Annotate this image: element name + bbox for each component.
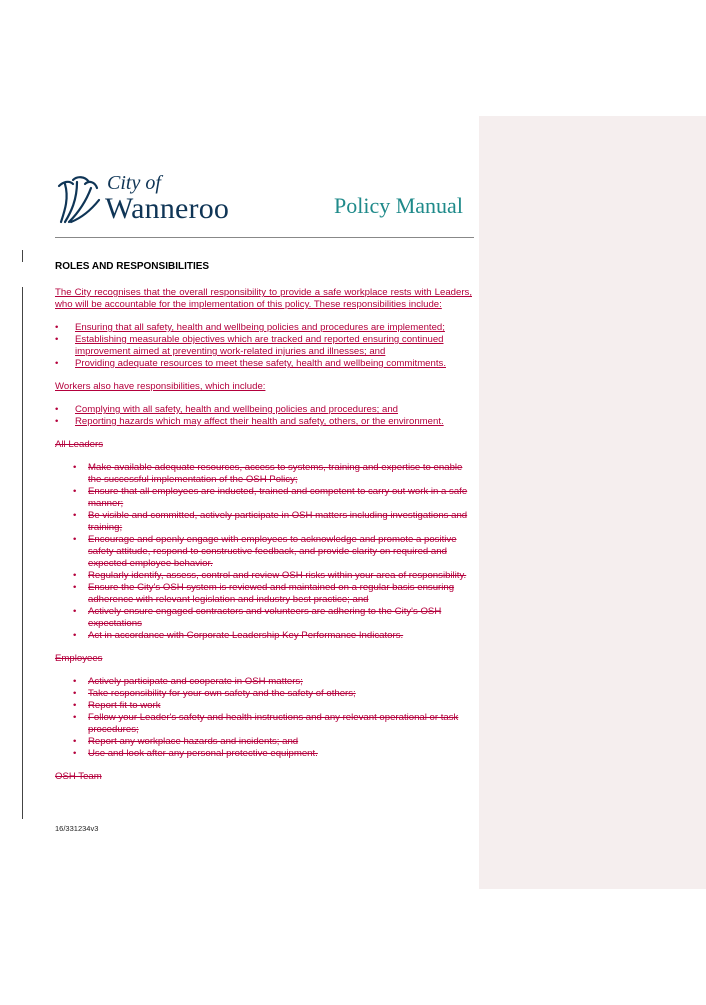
list-item: • Regularly identify, assess, control and review OSH risks within your area of responsibility. — [55, 570, 472, 582]
list-item: • Ensuring that all safety, health and wellbeing policies and procedures are implemented; — [55, 322, 472, 334]
workers-intro: Workers also have responsibilities, which include: — [55, 381, 266, 392]
list-item: • Report fit to work — [55, 700, 472, 712]
change-bar — [22, 287, 23, 819]
list-item: • Make available adequate resources, access to systems, training and expertise to enable the successful implementation of the OSH Policy; — [55, 462, 472, 486]
list-item: • Report any workplace hazards and incidents; and — [55, 736, 472, 748]
all-leaders-list — [55, 462, 472, 642]
list-item: • Encourage and openly engage with employees to acknowledge and promote a positive safety attitude, respond to constructive feedback, and provide clarity on required and expected employee behavior. — [55, 534, 472, 570]
list-item: • Ensure the City's OSH system is reviewed and maintained on a regular basis ensuring adherence with relevant legislation and industry best practice; and — [55, 582, 472, 606]
logo-city-of-text: City of — [107, 172, 161, 194]
employees-heading: Employees — [55, 653, 103, 664]
document-reference: 16/331234v3 — [55, 824, 99, 833]
change-bar — [22, 250, 23, 262]
list-item: • Complying with all safety, health and wellbeing policies and procedures; and — [55, 404, 472, 416]
city-of-wanneroo-logo — [55, 172, 245, 226]
list-item: • Act in accordance with Corporate Leadership Key Performance Indicators. — [55, 630, 472, 642]
leader-responsibilities-list — [55, 322, 472, 370]
intro-paragraph: The City recognises that the overall responsibility to provide a safe workplace rests with Leaders, who will be accountable for the implementation of this policy. These responsibilities include: — [55, 287, 472, 310]
document-body — [55, 261, 472, 794]
policy-manual-title: Policy Manual — [334, 193, 463, 218]
list-item: • Actively participate and cooperate in OSH matters; — [55, 676, 472, 688]
employees-list — [55, 676, 472, 760]
list-item: • Reporting hazards which may affect their health and safety, others, or the environment. — [55, 416, 472, 428]
list-item: • Use and look after any personal protective equipment. — [55, 748, 472, 760]
logo-wanneroo-text: Wanneroo — [105, 192, 230, 225]
worker-responsibilities-list — [55, 404, 472, 428]
list-item: • Establishing measurable objectives which are tracked and reported ensuring continued improvement aimed at preventing work-related injuries and illnesses; and — [55, 334, 472, 358]
list-item: • Be visible and committed, actively participate in OSH matters including investigations and training; — [55, 510, 472, 534]
list-item: • Ensure that all employees are inducted, trained and competent to carry out work in a safe manner; — [55, 486, 472, 510]
osh-team-heading: OSH Team — [55, 771, 102, 782]
list-item: • Providing adequate resources to meet these safety, health and wellbeing commitments. — [55, 358, 472, 370]
list-item: • Actively ensure engaged contractors and volunteers are adhering to the City's OSH expectations — [55, 606, 472, 630]
header-divider — [55, 237, 474, 238]
all-leaders-heading: All Leaders — [55, 439, 103, 450]
list-item: • Take responsibility for your own safety and the safety of others; — [55, 688, 472, 700]
comment-margin-panel — [479, 116, 706, 889]
grass-tree-logo-icon — [55, 174, 103, 224]
list-item: • Follow your Leader's safety and health instructions and any relevant operational or task procedures; — [55, 712, 472, 736]
section-heading: ROLES AND RESPONSIBILITIES — [55, 261, 210, 272]
